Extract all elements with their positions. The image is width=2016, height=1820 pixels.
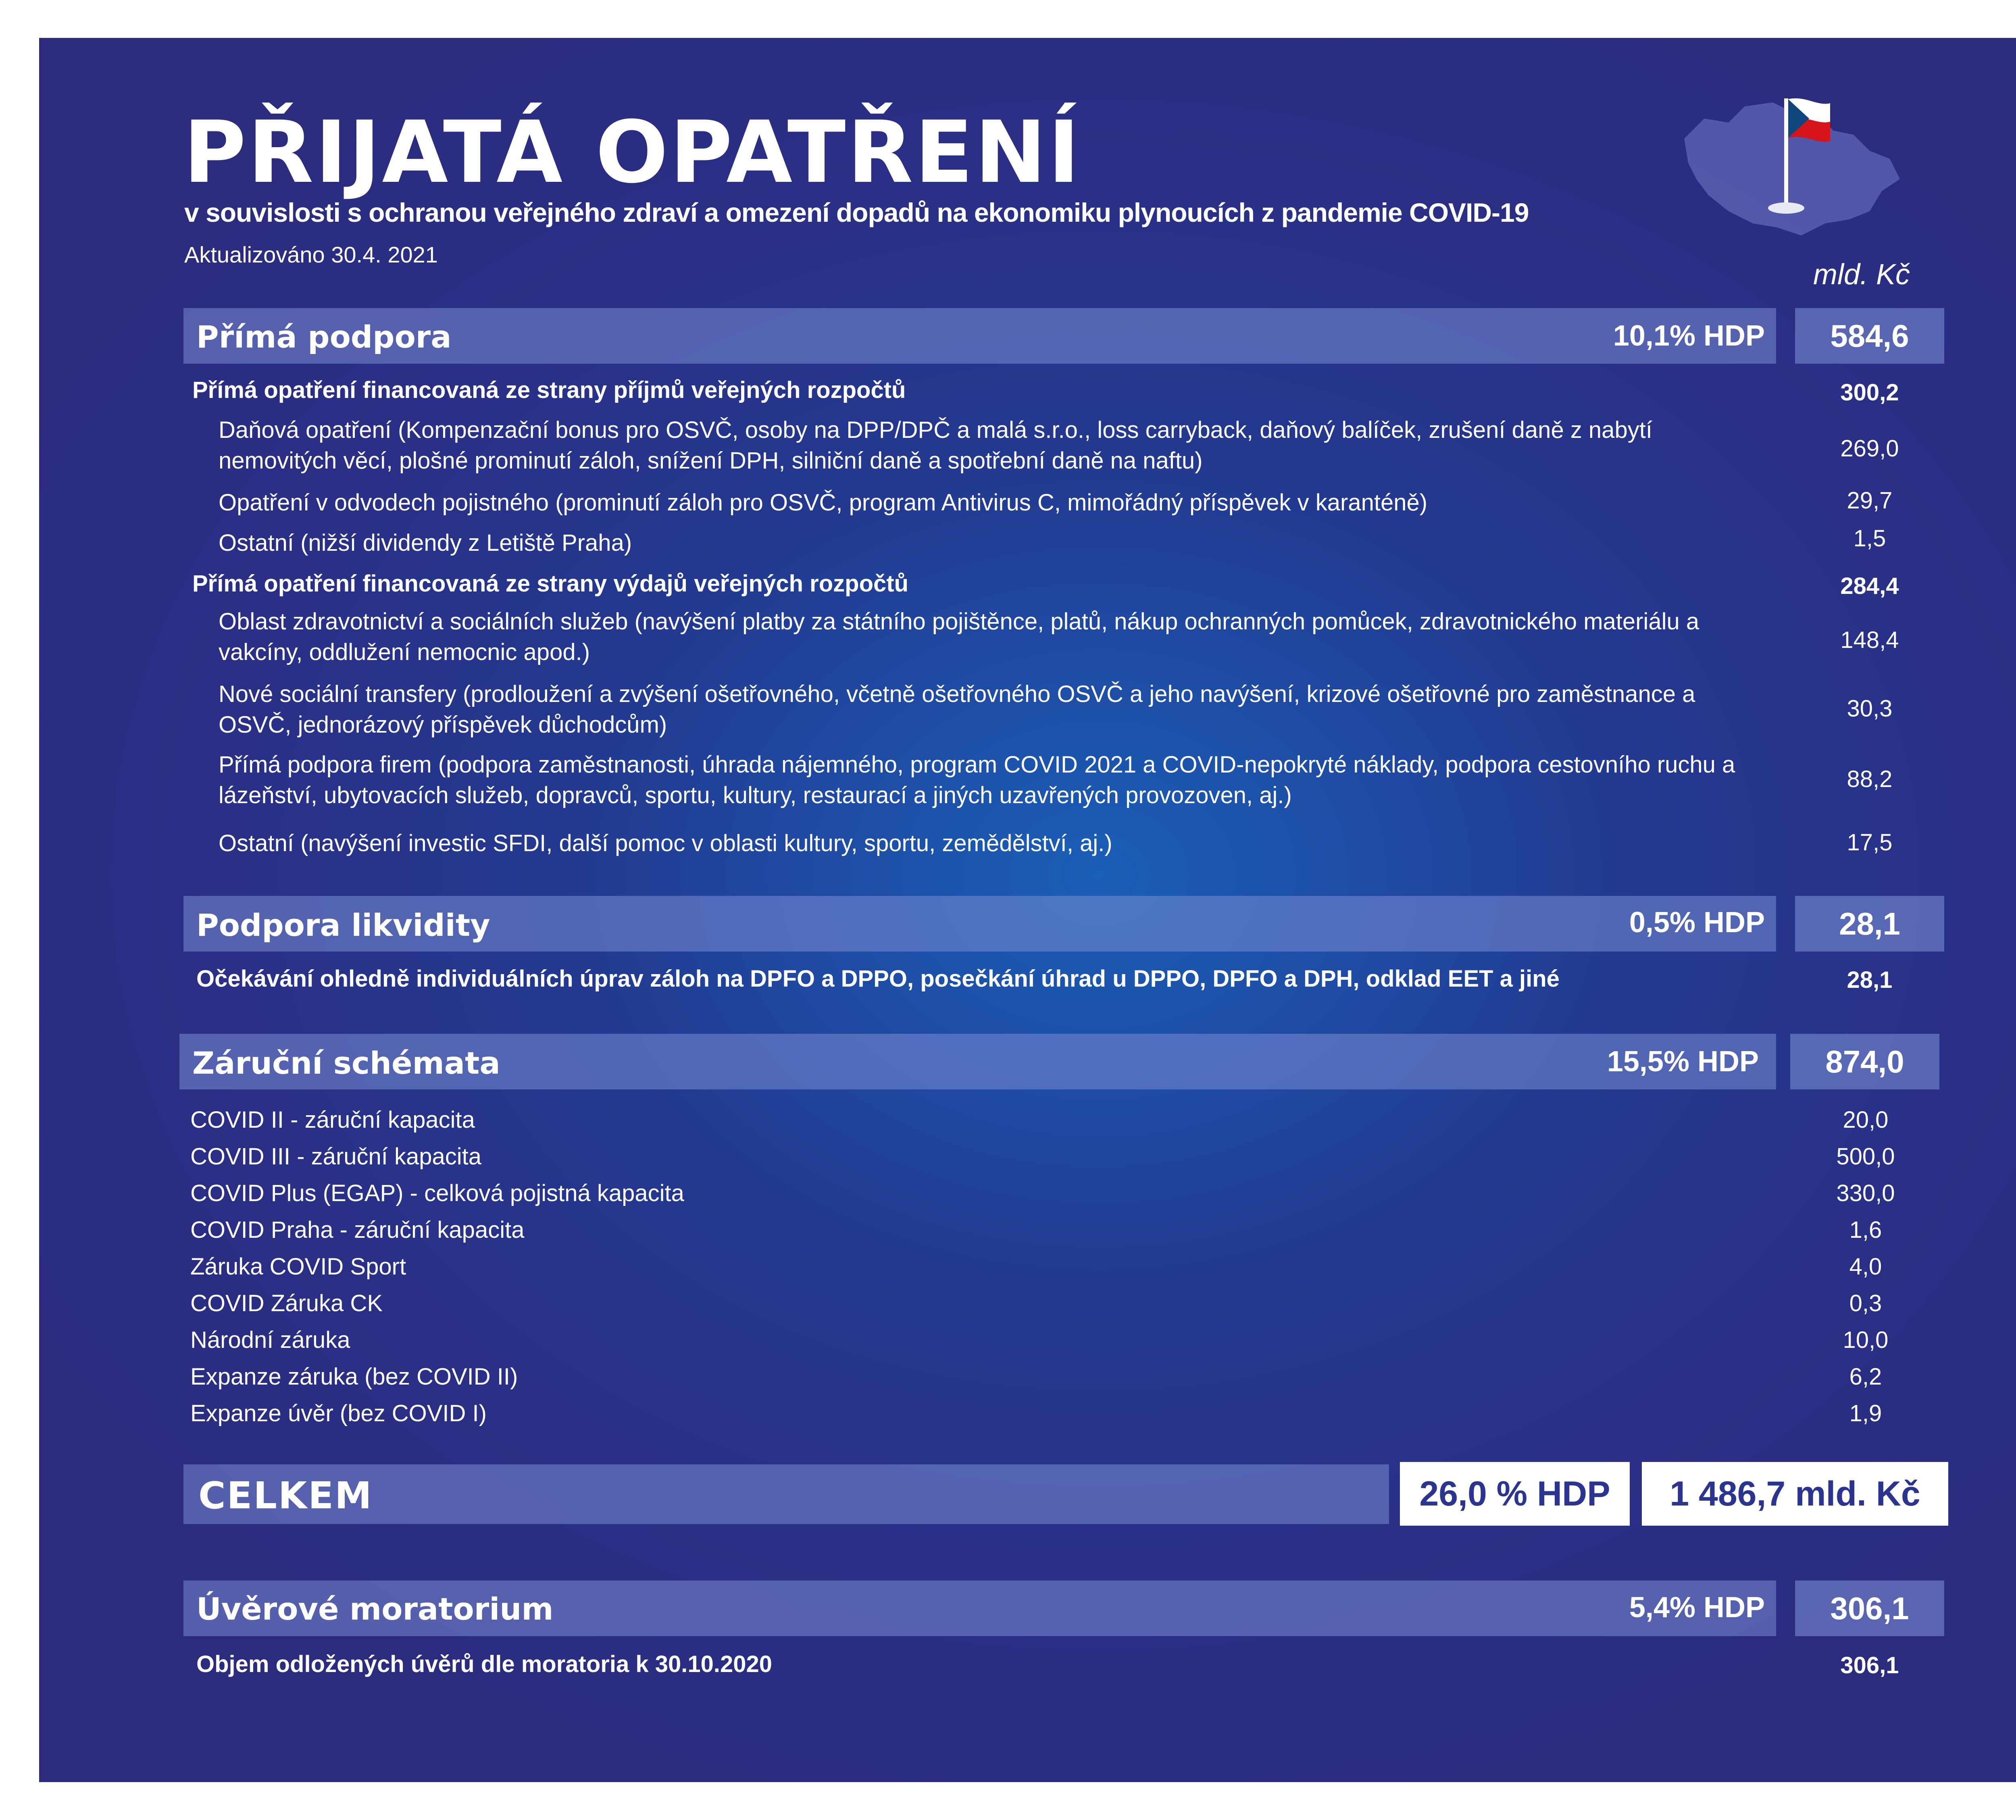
- expense-item-value: 88,2: [1847, 766, 1893, 792]
- unit-label: mld. Kč: [1813, 258, 1910, 291]
- revenue-item-value: 1,5: [1853, 525, 1886, 552]
- guarantee-item-value: 500,0: [1836, 1143, 1895, 1170]
- liquidity-pct: 0,5% HDP: [1629, 906, 1765, 939]
- liquidity-item-value: 28,1: [1847, 967, 1893, 993]
- guarantee-item: COVID II - záruční kapacita: [190, 1107, 475, 1133]
- expense-item: Přímá podpora firem (podpora zaměstnanosti, úhrada nájemného, program COVID 2021 a COVID-nepokryté náklady, podpora cestovního ruchu a lázeňství, ubytovacích služeb, dopravců, sportu, kultury, restaurací a jiných uzavřených provozoven, aj.): [219, 752, 1735, 808]
- total-title: CELKEM: [198, 1474, 373, 1517]
- expense-subtotal: 284,4: [1840, 573, 1899, 599]
- guarantee-value: 874,0: [1790, 1034, 1939, 1089]
- total-value-box: 1 486,7 mld. Kč: [1642, 1462, 1948, 1526]
- direct-support-value: 584,6: [1795, 308, 1944, 364]
- moratorium-value: 306,1: [1795, 1581, 1944, 1636]
- guarantee-item-value: 1,6: [1849, 1217, 1882, 1243]
- direct-support-title: Přímá podpora: [196, 319, 452, 355]
- guarantee-item: Expanze úvěr (bez COVID I): [190, 1400, 487, 1426]
- update-date: Aktualizováno 30.4. 2021: [184, 242, 438, 267]
- guarantee-item: COVID Plus (EGAP) - celková pojistná kapacita: [190, 1180, 684, 1206]
- moratorium-pct: 5,4% HDP: [1629, 1591, 1765, 1624]
- direct-support-pct: 10,1% HDP: [1613, 320, 1765, 352]
- guarantee-item: COVID Záruka CK: [190, 1290, 383, 1316]
- czech-map-flag-icon: [1680, 90, 1906, 244]
- revenue-item: Ostatní (nižší dividendy z Letiště Praha): [219, 530, 632, 556]
- guarantee-item: Národní záruka: [190, 1327, 350, 1353]
- revenue-subtotal: 300,2: [1840, 379, 1899, 406]
- flag-pole: [1784, 98, 1788, 207]
- page-subtitle: v souvislosti s ochranou veřejného zdraví a omezení dopadů na ekonomiku plynoucích z pandemie COVID-19: [184, 198, 1529, 227]
- revenue-item: Opatření v odvodech pojistného (prominutí záloh pro OSVČ, program Antivirus C, mimořádný příspěvek v karanténě): [219, 489, 1428, 516]
- moratorium-item-value: 306,1: [1840, 1652, 1899, 1678]
- guarantee-item: Záruka COVID Sport: [190, 1254, 406, 1280]
- moratorium-item: Objem odložených úvěrů dle moratoria k 30.10.2020: [196, 1651, 772, 1677]
- guarantee-item: Expanze záruka (bez COVID II): [190, 1364, 518, 1390]
- guarantee-item-value: 4,0: [1849, 1254, 1882, 1280]
- guarantee-pct: 15,5% HDP: [1607, 1045, 1759, 1078]
- expense-item-value: 17,5: [1847, 829, 1893, 856]
- liquidity-value: 28,1: [1795, 896, 1944, 952]
- guarantee-item-value: 0,3: [1849, 1290, 1882, 1316]
- revenue-item: Daňová opatření (Kompenzační bonus pro OSVČ, osoby na DPP/DPČ a malá s.r.o., loss carryback, daňový balíček, zrušení daně z nabytí nemovitých věcí, plošné prominutí záloh, snížení DPH, silniční daně a spotřební daně na naftu): [219, 417, 1652, 474]
- guarantee-item-value: 20,0: [1843, 1107, 1889, 1133]
- revenue-subhead: Přímá opatření financovaná ze strany příjmů veřejných rozpočtů: [192, 377, 906, 403]
- guarantee-title: Záruční schémata: [192, 1045, 500, 1081]
- flag-base: [1768, 202, 1804, 214]
- guarantee-item: COVID Praha - záruční kapacita: [190, 1217, 525, 1243]
- guarantee-item: COVID III - záruční kapacita: [190, 1143, 482, 1170]
- revenue-item-value: 269,0: [1840, 435, 1899, 462]
- expense-item: Ostatní (navýšení investic SFDI, další pomoc v oblasti kultury, sportu, zemědělství, aj.): [219, 830, 1112, 856]
- infographic-panel: [39, 38, 2016, 1782]
- expense-item: Oblast zdravotnictví a sociálních služeb (navýšení platby za státního pojištěnce, platů, nákup ochranných pomůcek, zdravotnického materiálu a vakcíny, oddlužení nemocnic apod.): [219, 608, 1699, 665]
- moratorium-title: Úvěrové moratorium: [196, 1591, 554, 1627]
- expense-item-value: 148,4: [1840, 627, 1899, 653]
- total-pct-box: 26,0 % HDP: [1400, 1462, 1630, 1526]
- page-title: PŘIJATÁ OPATŘENÍ: [183, 102, 1081, 202]
- expense-item-value: 30,3: [1847, 696, 1893, 722]
- guarantee-item-value: 10,0: [1843, 1327, 1889, 1353]
- guarantee-item-value: 1,9: [1849, 1400, 1882, 1426]
- expense-subhead: Přímá opatření financovaná ze strany výdajů veřejných rozpočtů: [192, 571, 908, 597]
- expense-item: Nové sociální transfery (prodloužení a zvýšení ošetřovného, včetně ošetřovného OSVČ a jeho navýšení, krizové ošetřovné pro zaměstnance a OSVČ, jednorázový příspěvek důchodcům): [219, 681, 1695, 738]
- liquidity-title: Podpora likvidity: [196, 907, 490, 943]
- revenue-item-value: 29,7: [1847, 487, 1893, 514]
- guarantee-item-value: 6,2: [1849, 1364, 1882, 1390]
- liquidity-item: Očekávání ohledně individuálních úprav záloh na DPFO a DPPO, posečkání úhrad u DPPO, DPFO a DPH, odklad EET a jiné: [196, 966, 1560, 992]
- guarantee-item-value: 330,0: [1836, 1180, 1895, 1206]
